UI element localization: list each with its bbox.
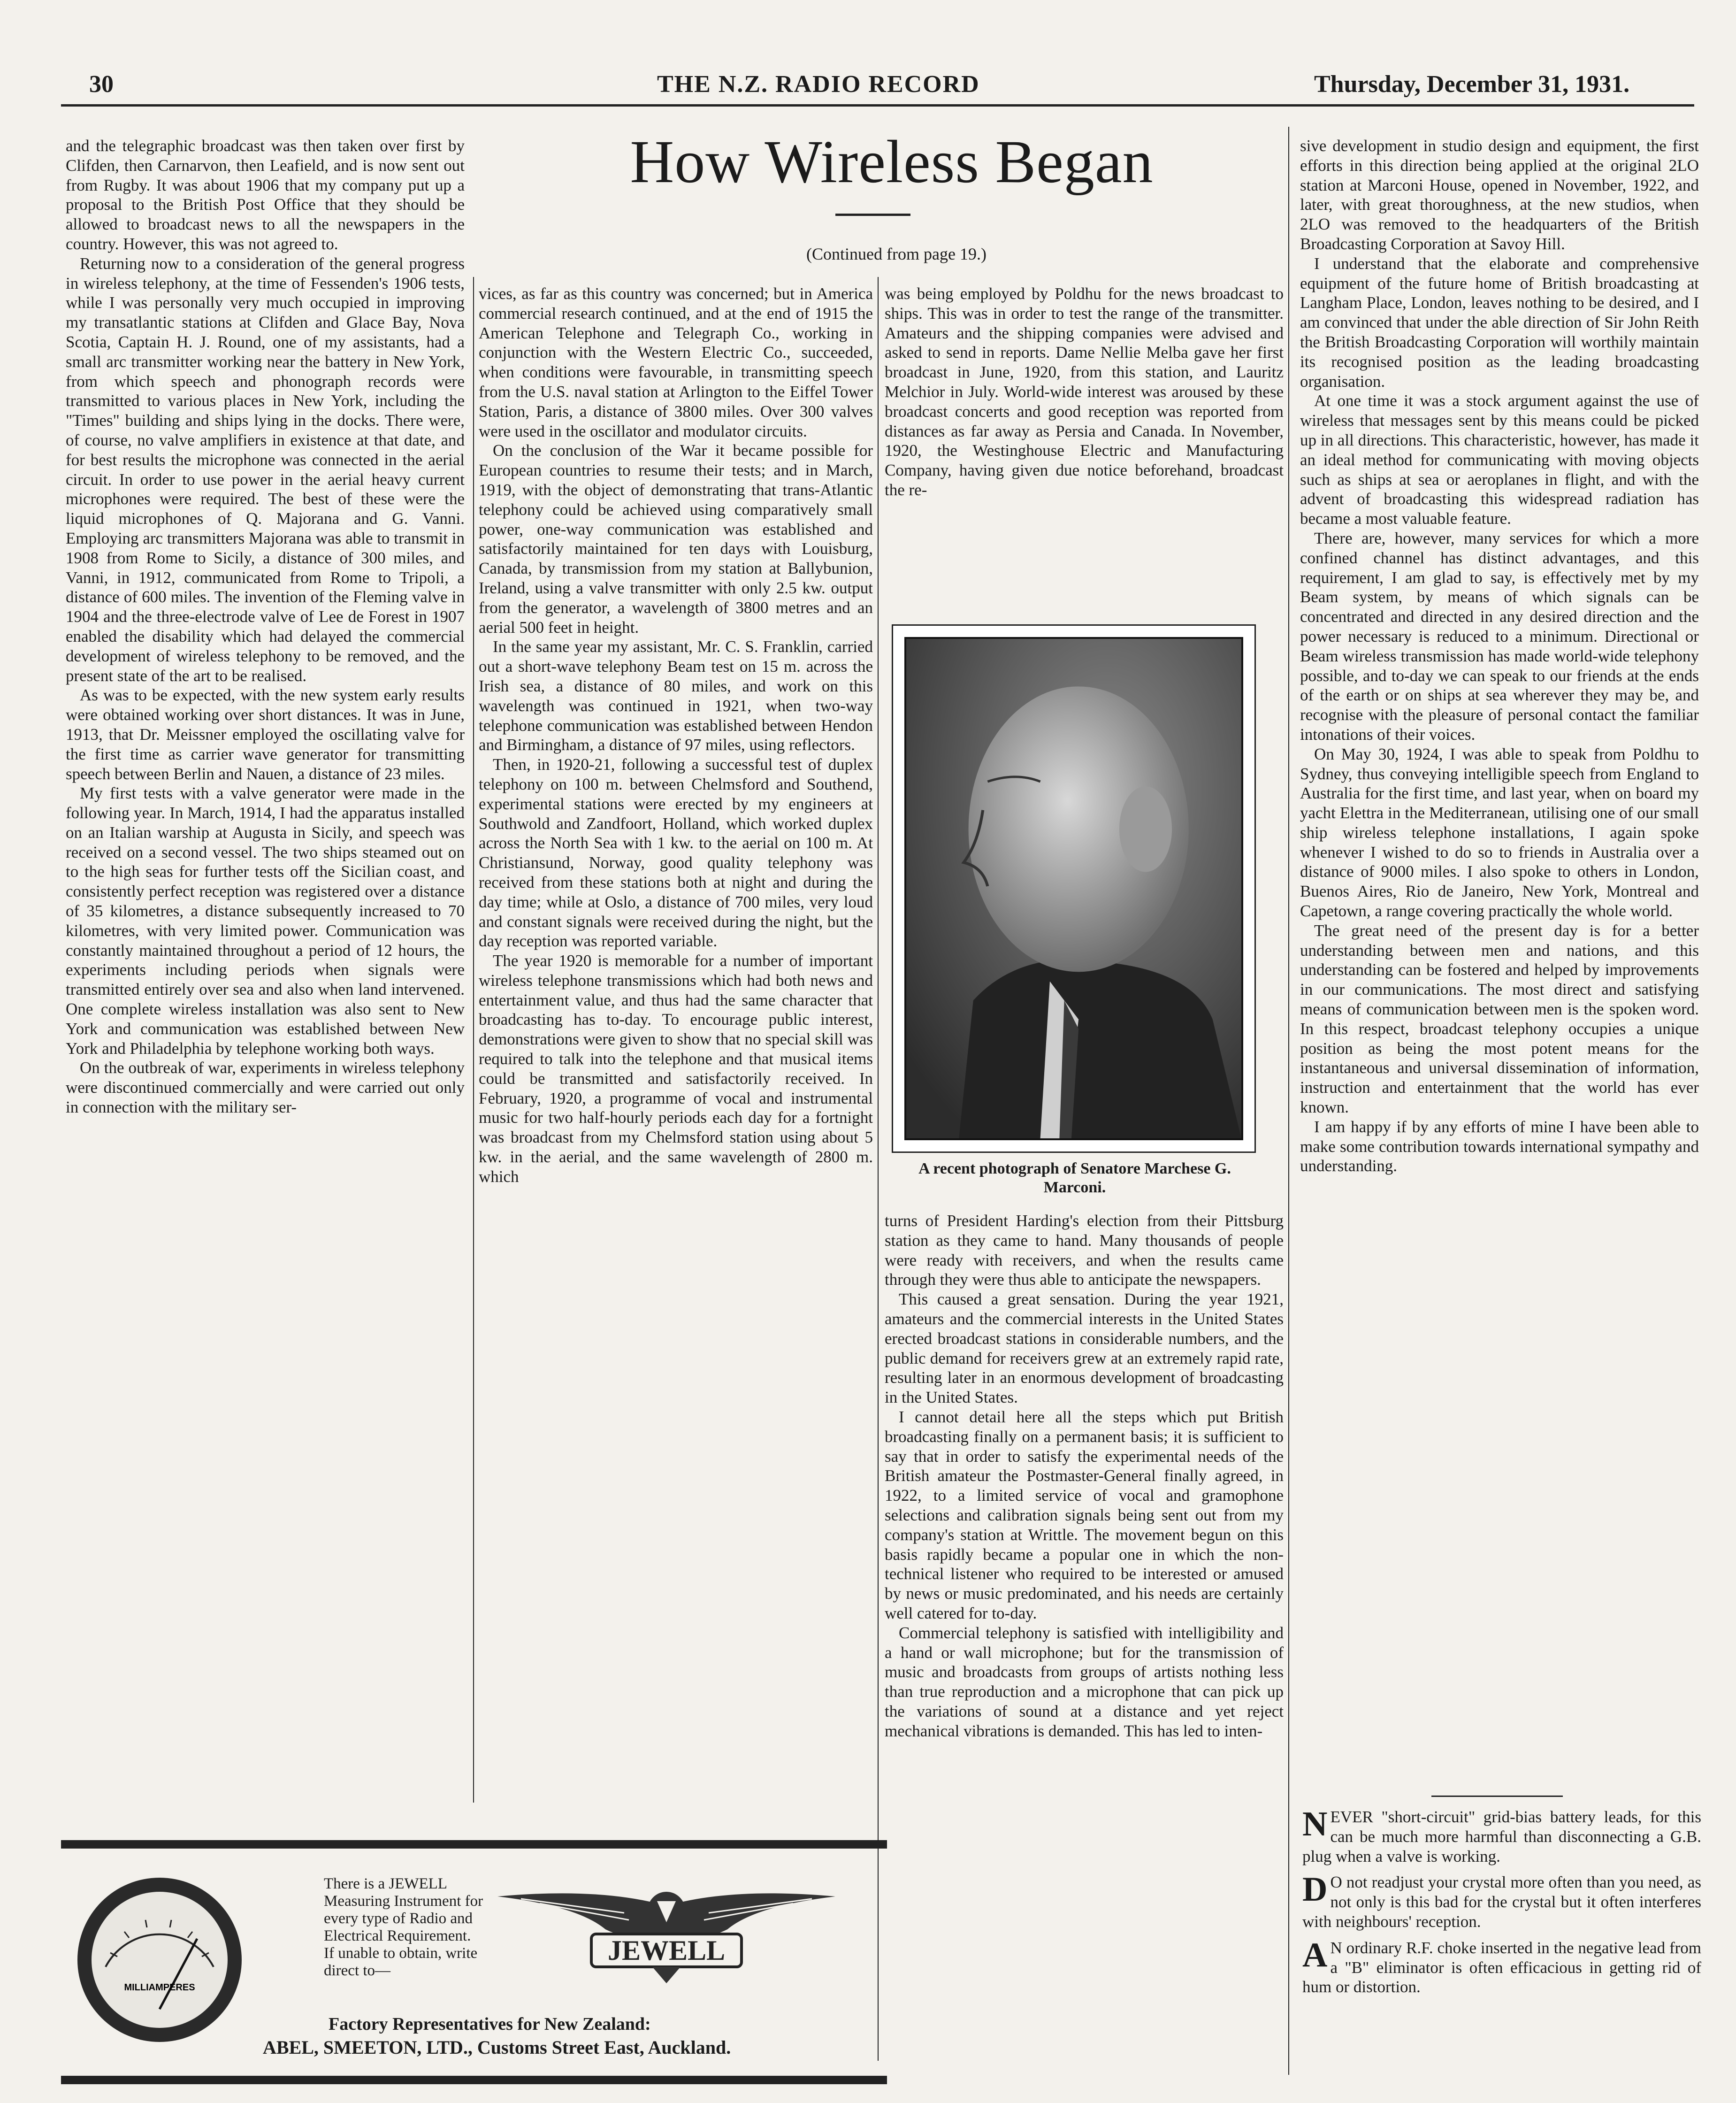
paragraph: I am happy if by any efforts of mine I have been able to make some contribution towards international sympathy and understanding. [1300, 1117, 1699, 1175]
milliampere-meter-icon [73, 1873, 246, 2047]
paragraph: This caused a great sensation. During the year 1921, amateurs and the commercial interests in the United States erected broadcast stations in considerable numbers, and the public demand for receivers grew at an extremely rapid rate, resulting later in an enormous development of broadcasting in the United States. [885, 1290, 1284, 1407]
paragraph: Commercial telephony is satisfied with intelligibility and a hand or wall microphone; but for the transmission of music and broadcasts from groups of artists nothing less than true reproduction and a microphone that can pick up the variations of sound at a distance and yet reject mechanical vibrations is demanded. This has led to inten- [885, 1623, 1284, 1740]
tip-text: EVER "short-circuit" grid-bias battery leads, for this can be much more harmful than disconnecting a G.B. plug when a valve is working. [1302, 1808, 1701, 1865]
meter-label: MILLIAMPERES [124, 1982, 195, 1993]
article-column-3-top [885, 284, 1284, 617]
ad-body-text: There is a JEWELL Measuring Instrument for every type of Radio and Electrical Requirement. If unable to obtain, write direct to— [324, 1875, 483, 1979]
paragraph: turns of President Harding's election from their Pittsburg station as they came to hand. Many thousands of people were ready with receivers, and when the results came through they were thus able to anticipate the newspapers. [885, 1212, 1284, 1289]
ad-top-border [61, 1840, 887, 1849]
continued-note: (Continued from page 19.) [806, 245, 987, 263]
paragraph: was being employed by Poldhu for the news broadcast to ships. This was in order to test the range of the transmitter. Amateurs and the shipping companies were advised and asked to send in reports. Dame Nellie Melba gave her first broadcast in June, 1920, from this station, and Lauritz Melchior in July. World-wide interest was aroused by these broadcast concerts and good reception was reported from distances as far away as Persia and Canada. In November, 1920, the Westinghouse Electric and Manufacturing Company, having given due notice beforehand, broadcast the re- [885, 284, 1284, 499]
paragraph: In the same year my assistant, Mr. C. S. Franklin, carried out a short-wave telephony Beam test on 15 m. across the Irish sea, a distance of 80 miles, and work on this wavelength was continued in 1921, when two-way telephone communication was established between Hendon and Birmingham, a distance of 97 miles, using reflectors. [479, 637, 873, 754]
article-end-rule [1431, 1796, 1563, 1797]
paragraph: I cannot detail here all the steps which put British broadcasting finally on a permanent basis; it is sufficient to say that in order to satisfy the experimental needs of the British amateur the Postmaster-General finally agreed, in 1922, to a limited service of vocal and gramophone selections and calibration signals being sent out from my company's station at Writtle. The movement begun on this basis rapidly became a popular one in which the non-technical listener who required to be interested or amused by news or music predominated, and his needs are certainly well catered for to-day. [885, 1407, 1284, 1622]
article-column-4 [1300, 136, 1699, 1788]
column-rule [1288, 127, 1289, 2075]
article-column-2 [479, 284, 873, 1810]
paragraph: vices, as far as this country was concerned; but in America commercial research continued, and at the end of 1915 the American Telephone and Telegraph Co., working in conjunction with the Western Electric Co., succeeded, when conditions were favourable, in transmitting speech from the U.S. naval station at Arlington to the Eiffel Tower Station, Paris, a distance of 3800 miles. Over 300 valves were used in the oscillator and modulator circuits. [479, 284, 873, 440]
drop-cap: N [1302, 1807, 1328, 1843]
drop-cap: D [1302, 1870, 1328, 1909]
paragraph: On the conclusion of the War it became possible for European countries to resume their tests; and in March, 1919, with the object of demonstrating that trans-Atlantic telephony could be achieved using comparatively small power, one-way communication was established and satisfactorily maintained for ten days with Louisburg, Canada, by transmission from my station at Ballybunion, Ireland, using a valve transmitter with only 2.5 kw. output from the generator, a wavelength of 3800 metres and an aerial 500 feet in height. [479, 441, 873, 637]
article-column-3-bottom [885, 1211, 1284, 2075]
ad-bottom-border [61, 2076, 887, 2084]
portrait-image [906, 639, 1241, 1138]
paragraph: sive development in studio design and equipment, the first efforts in this direction being applied at the original 2LO station at Marconi House, opened in November, 1922, and later, with great thoroughness, at the new studios, when 2LO was removed to the headquarters of the British Broadcasting Corporation at Savoy Hill. [1300, 137, 1699, 253]
paragraph: There are, however, many services for which a more confined channel has distinct advantages, and this requirement, I am glad to say, is effectively met by my Beam system, by means of which signals can be concentrated and directed in any desired direction and the power necessary is reduced to a minimum. Directional or Beam wireless transmission has made world-wide telephony possible, and to-day we can speak to our friends at the ends of the earth or on ships at sea wherever they may be, and recognise with the pleasure of personal contact the familiar intonations of their voices. [1300, 529, 1699, 744]
paragraph: The great need of the present day is for a better understanding between men and nations, and this understanding can be fostered and helped by improvements in our communications. The most direct and satisfying means of communication between men is the spoken word. In this respect, broadcast telephony occupies a unique position as being the most potent means for the instantaneous and universal dissemination of information, instruction and entertainment that the world has ever known. [1300, 921, 1699, 1117]
issue-date: Thursday, December 31, 1931. [1314, 71, 1630, 98]
logo-text: JEWELL [607, 1935, 726, 1966]
radio-tips [1302, 1807, 1701, 2080]
header-rule [61, 104, 1694, 107]
page-number: 30 [89, 71, 114, 98]
paragraph: The year 1920 is memorable for a number of important wireless telephone transmissions which had both news and entertainment value, and thus had the same character that broadcasting has to-day. To encourage public interest, demonstrations were given to show that no special skill was required to talk into the telephone and that musical items could be transmitted and satisfactorily received. In February, 1920, a programme of vocal and instrumental music for two half-hourly periods each day for a fortnight was broadcast from my Chelmsford station using about 5 kw. in the aerial, and the same wavelength of 2800 m. which [479, 952, 873, 1186]
paragraph: Then, in 1920-21, following a successful test of duplex telephony on 100 m. between Chelmsford and Southend, experimental stations were erected by my engineers at Southwold and Zandfoort, Holland, which worked duplex across the North Sea with 1 kw. to the aerial on 100 m. At Christiansund, Norway, good quality telephony was received from these stations both at night and during the day time; while at Oslo, a distance of 700 miles, very loud and constant signals were received during the night, but the day reception was reported variable. [479, 755, 873, 951]
paragraph: On May 30, 1924, I was able to speak from Poldhu to Sydney, thus conveying intelligible speech from England to Australia for the first time, and last year, when on board my yacht Elettra in the Mediterranean, utilising one of our small ship wireless telephone installations, I again spoke whenever I wished to do so to friends in Australia over a distance of 9000 miles. I also spoke to others in London, Buenos Aires, Rio de Janeiro, New York, Montreal and Capetown, a range covering practically the whole world. [1300, 744, 1699, 921]
paragraph: Returning now to a consideration of the general progress in wireless telephony, at the time of Fessenden's 1906 tests, while I was personally very much occupied in improving my transatlantic stations at Clifden and Glace Bay, Nova Scotia, Captain H. J. Round, one of my assistants, had a small arc transmitter working near the battery in New York, from which speech and phonograph records were transmitted to various places in New York, including the "Times" building and ships lying in the docks. There were, of course, no valve amplifiers in existence at that date, and for best results the microphone was connected in the aerial circuit. In order to use power in the aerial heavy current microphones were required. The best of these were the liquid microphones of Q. Majorana and G. Vanni. Employing arc transmitters Majorana was able to transmit in 1908 from Rome to Sicily, a distance of 300 miles, and Vanni, in 1912, communicated from Rome to Tripoli, a distance of 600 miles. The invention of the Fleming valve in 1904 and the three-electrode valve of Lee de Forest in 1907 enabled the disability which had delayed the commercial development of wireless telephony to be removed, and the present state of the art to be realised. [66, 254, 465, 685]
drop-cap: A [1302, 1935, 1328, 1974]
article-title: How Wireless Began [630, 128, 1154, 196]
publication-name: THE N.Z. RADIO RECORD [657, 71, 980, 98]
column-rule [473, 277, 474, 1803]
tip-item [1302, 1807, 1701, 1866]
jewell-advertisement [61, 1840, 887, 2084]
tip-item [1302, 1870, 1701, 1931]
paragraph: On the outbreak of war, experiments in wireless telephony were discontinued commercially and were carried out only in connection with the military ser- [66, 1059, 465, 1117]
photo-frame [904, 637, 1243, 1140]
paragraph: and the telegraphic broadcast was then taken over first by Clifden, then Carnarvon, then Leafield, and is now sent out from Rugby. It was about 1906 that my company put up a proposal to the British Post Office that they should be allowed to broadcast news to all the newspapers in the country. However, this was not agreed to. [66, 137, 465, 253]
paragraph: As was to be expected, with the new system early results were obtained working over short distances. It was in June, 1913, that Dr. Meissner employed the oscillating valve for the first time as carrier wave generator for transmitting speech between Berlin and Nauen, a distance of 23 miles. [66, 686, 465, 783]
tip-item [1302, 1935, 1701, 1997]
column-rule [878, 277, 879, 2061]
title-rule [835, 214, 910, 216]
paragraph: At one time it was a stock argument against the use of wireless that messages sent by this means could be picked up in all directions. This characteristic, however, has made it an ideal method for communicating with moving objects such as ships at sea or aeroplanes in flight, and with the advent of broadcasting this widespread radiation has became a most valuable feature. [1300, 391, 1699, 528]
photo-caption: A recent photograph of Senatore Marchese G. Marconi. [918, 1160, 1231, 1196]
marconi-photo [892, 624, 1256, 1153]
ad-representatives: Factory Representatives for New Zealand: [329, 2014, 651, 2034]
paragraph: I understand that the elaborate and comprehensive equipment of the future home of British broadcasting at Langham Place, London, leaves nothing to be desired, and I am convinced that under the able direction of Sir John Reith the British Broadcasting Corporation will worthily maintain its recognised position as the leading broadcasting organisation. [1300, 254, 1699, 391]
tip-text: N ordinary R.F. choke inserted in the negative lead from a "B" eliminator is often efficacious in getting rid of hum or distortion. [1302, 1938, 1701, 1996]
ad-address: ABEL, SMEETON, LTD., Customs Street East, Auckland. [263, 2037, 731, 2058]
paragraph: My first tests with a valve generator were made in the following year. In March, 1914, I had the apparatus installed on an Italian warship at Augusta in Sicily, and speech was received on a second vessel. The two ships steamed out on to the high seas for further tests off the Sicilian coast, and consistently perfect reception was registered over a distance of 35 kilometres, a distance subsequently increased to 70 kilometres, with very limited power. Communication was constantly maintained throughout a period of 12 hours, the experiments including periods when signals were transmitted entirely over sea and also when land intervened. One complete wireless installation was also sent to New York and communication was established between New York and Philadelphia by telephone working both ways. [66, 784, 465, 1058]
tip-text: O not readjust your crystal more often than you need, as not only is this bad for the crystal but it often interferes with neighbours' reception. [1302, 1873, 1701, 1931]
article-column-1 [66, 136, 465, 1812]
jewell-winged-logo [483, 1878, 849, 1986]
